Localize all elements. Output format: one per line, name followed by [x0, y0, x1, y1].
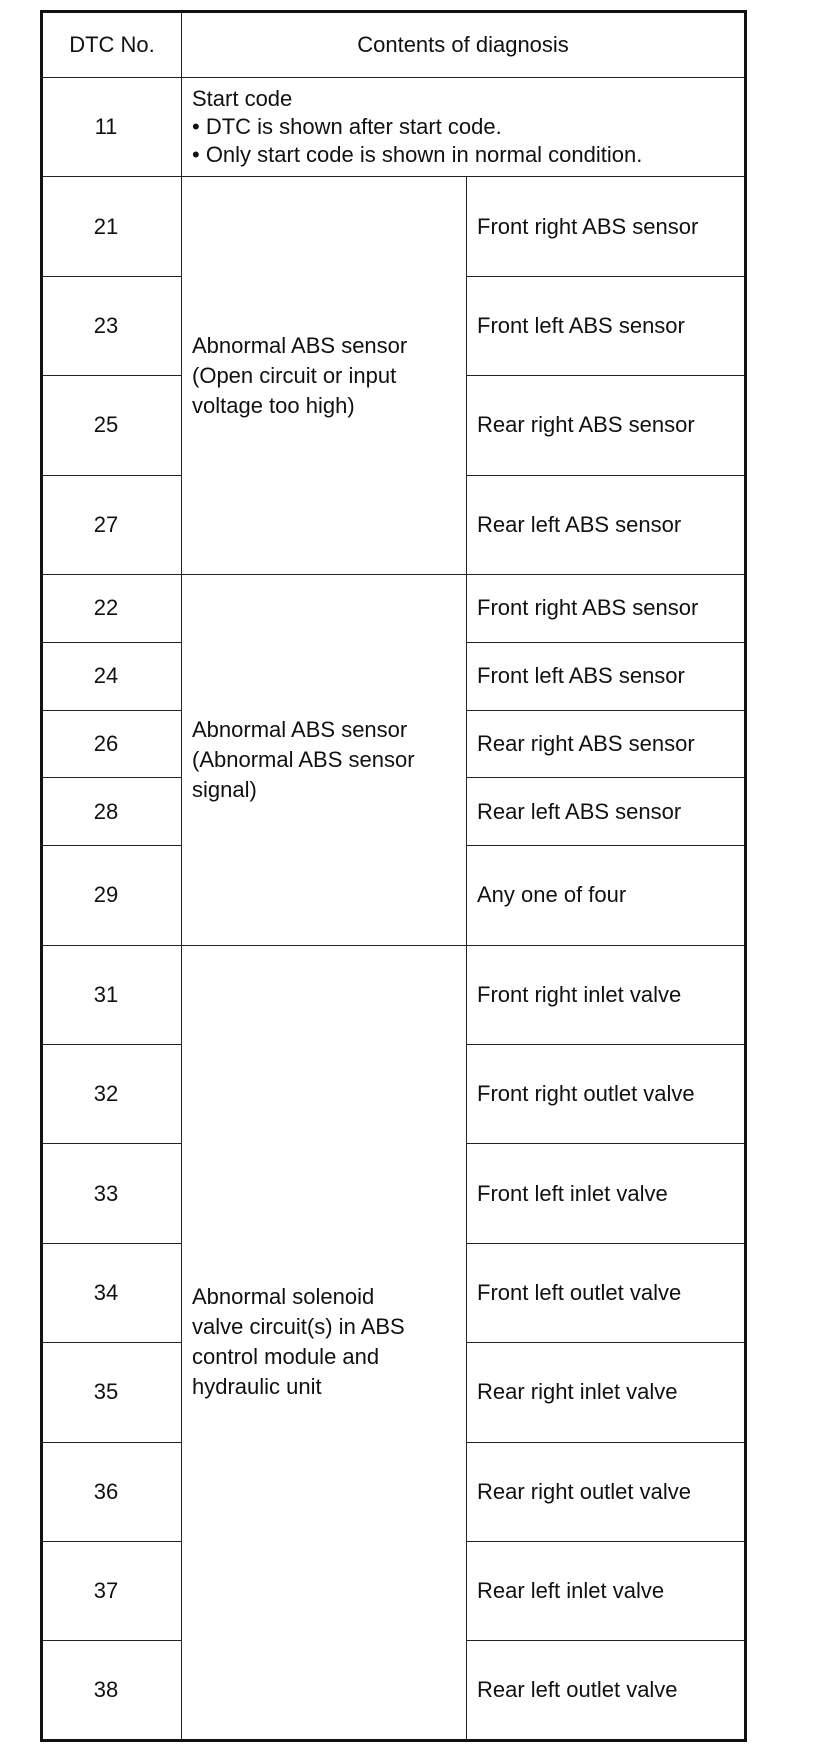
- dtc-code: [42, 1144, 182, 1243]
- dtc-code: [42, 642, 182, 710]
- start-code-description: [182, 78, 746, 177]
- start-code-note: • DTC is shown after start code.: [192, 114, 502, 140]
- dtc-code: [42, 846, 182, 945]
- group-description: [182, 177, 467, 575]
- dtc-code: [42, 710, 182, 778]
- diagnosis-item: Rear left outlet valve: [467, 1641, 746, 1741]
- dtc-code-value: 27: [93, 511, 119, 537]
- group-description-line: signal): [192, 776, 257, 802]
- diagnosis-item: Front left ABS sensor: [467, 276, 746, 375]
- diagnosis-item: Rear right outlet valve: [467, 1442, 746, 1541]
- dtc-code: [42, 276, 182, 375]
- dtc-code-value: 26: [93, 730, 119, 756]
- group-description-line: Abnormal ABS sensor: [192, 716, 408, 742]
- dtc-code-value: 22: [93, 595, 119, 621]
- dtc-code: [42, 1442, 182, 1541]
- dtc-code: [42, 1044, 182, 1143]
- diagnosis-item: Front right outlet valve: [467, 1044, 746, 1143]
- diagnosis-item: Rear right ABS sensor: [467, 710, 746, 778]
- start-code-note: • Only start code is shown in normal condition.: [192, 142, 643, 168]
- group-description-line: valve circuit(s) in ABS: [192, 1314, 405, 1340]
- dtc-code: [42, 1542, 182, 1641]
- dtc-code-value: 23: [93, 313, 119, 339]
- table-row: [42, 945, 746, 1044]
- diagnosis-item: Rear right inlet valve: [467, 1343, 746, 1442]
- dtc-code: [42, 1243, 182, 1342]
- group-description-line: (Abnormal ABS sensor: [192, 746, 415, 772]
- dtc-code-value: 37: [93, 1578, 119, 1604]
- diagnosis-item: Any one of four: [467, 846, 746, 945]
- header-contents: Contents of diagnosis: [182, 12, 746, 78]
- dtc-code-value: 28: [93, 798, 119, 824]
- group-description-line: (Open circuit or input: [192, 362, 397, 388]
- diagnosis-item: Front left inlet valve: [467, 1144, 746, 1243]
- table-row: [42, 177, 746, 276]
- group-description-line: Abnormal solenoid: [192, 1284, 375, 1310]
- start-code-title: Start code: [192, 86, 293, 112]
- header-row: [42, 12, 746, 78]
- dtc-code-value: 36: [93, 1478, 119, 1504]
- diagnosis-item: Rear left ABS sensor: [467, 778, 746, 846]
- diagnosis-item: Front right ABS sensor: [467, 177, 746, 276]
- diagnosis-item: Front left outlet valve: [467, 1243, 746, 1342]
- dtc-table: [40, 10, 747, 1742]
- dtc-code-value: 31: [93, 981, 119, 1007]
- dtc-code-value: 32: [93, 1081, 119, 1107]
- dtc-code: [42, 475, 182, 574]
- diagnosis-item: Front right inlet valve: [467, 945, 746, 1044]
- group-description-line: Abnormal ABS sensor: [192, 332, 408, 358]
- dtc-code-value: 35: [93, 1379, 119, 1405]
- dtc-code-value: 11: [94, 114, 118, 140]
- dtc-code-value: 38: [93, 1677, 119, 1703]
- header-dtc-no: DTC No.: [42, 12, 182, 78]
- dtc-code: [42, 575, 182, 643]
- dtc-code: [42, 945, 182, 1044]
- group-description: [182, 945, 467, 1740]
- dtc-code-value: 29: [93, 882, 119, 908]
- table-row-start-code: [42, 78, 746, 177]
- diagnosis-item: Front right ABS sensor: [467, 575, 746, 643]
- dtc-code: [42, 376, 182, 475]
- dtc-code: [42, 177, 182, 276]
- group-description-line: voltage too high): [192, 392, 355, 418]
- diagnosis-item: Front left ABS sensor: [467, 642, 746, 710]
- dtc-code: [42, 1641, 182, 1741]
- dtc-code-value: 21: [93, 213, 119, 239]
- dtc-code: [42, 778, 182, 846]
- diagnosis-item: Rear left inlet valve: [467, 1542, 746, 1641]
- group-description-line: hydraulic unit: [192, 1374, 322, 1400]
- table-row: [42, 575, 746, 643]
- group-description-line: control module and: [192, 1344, 380, 1370]
- diagnosis-item: Rear right ABS sensor: [467, 376, 746, 475]
- dtc-code: [42, 78, 182, 177]
- dtc-code-value: 25: [93, 412, 119, 438]
- dtc-code: [42, 1343, 182, 1442]
- dtc-code-value: 34: [93, 1279, 119, 1305]
- dtc-code-value: 33: [93, 1180, 119, 1206]
- diagnosis-item: Rear left ABS sensor: [467, 475, 746, 574]
- dtc-code-value: 24: [93, 663, 119, 689]
- group-description: [182, 575, 467, 946]
